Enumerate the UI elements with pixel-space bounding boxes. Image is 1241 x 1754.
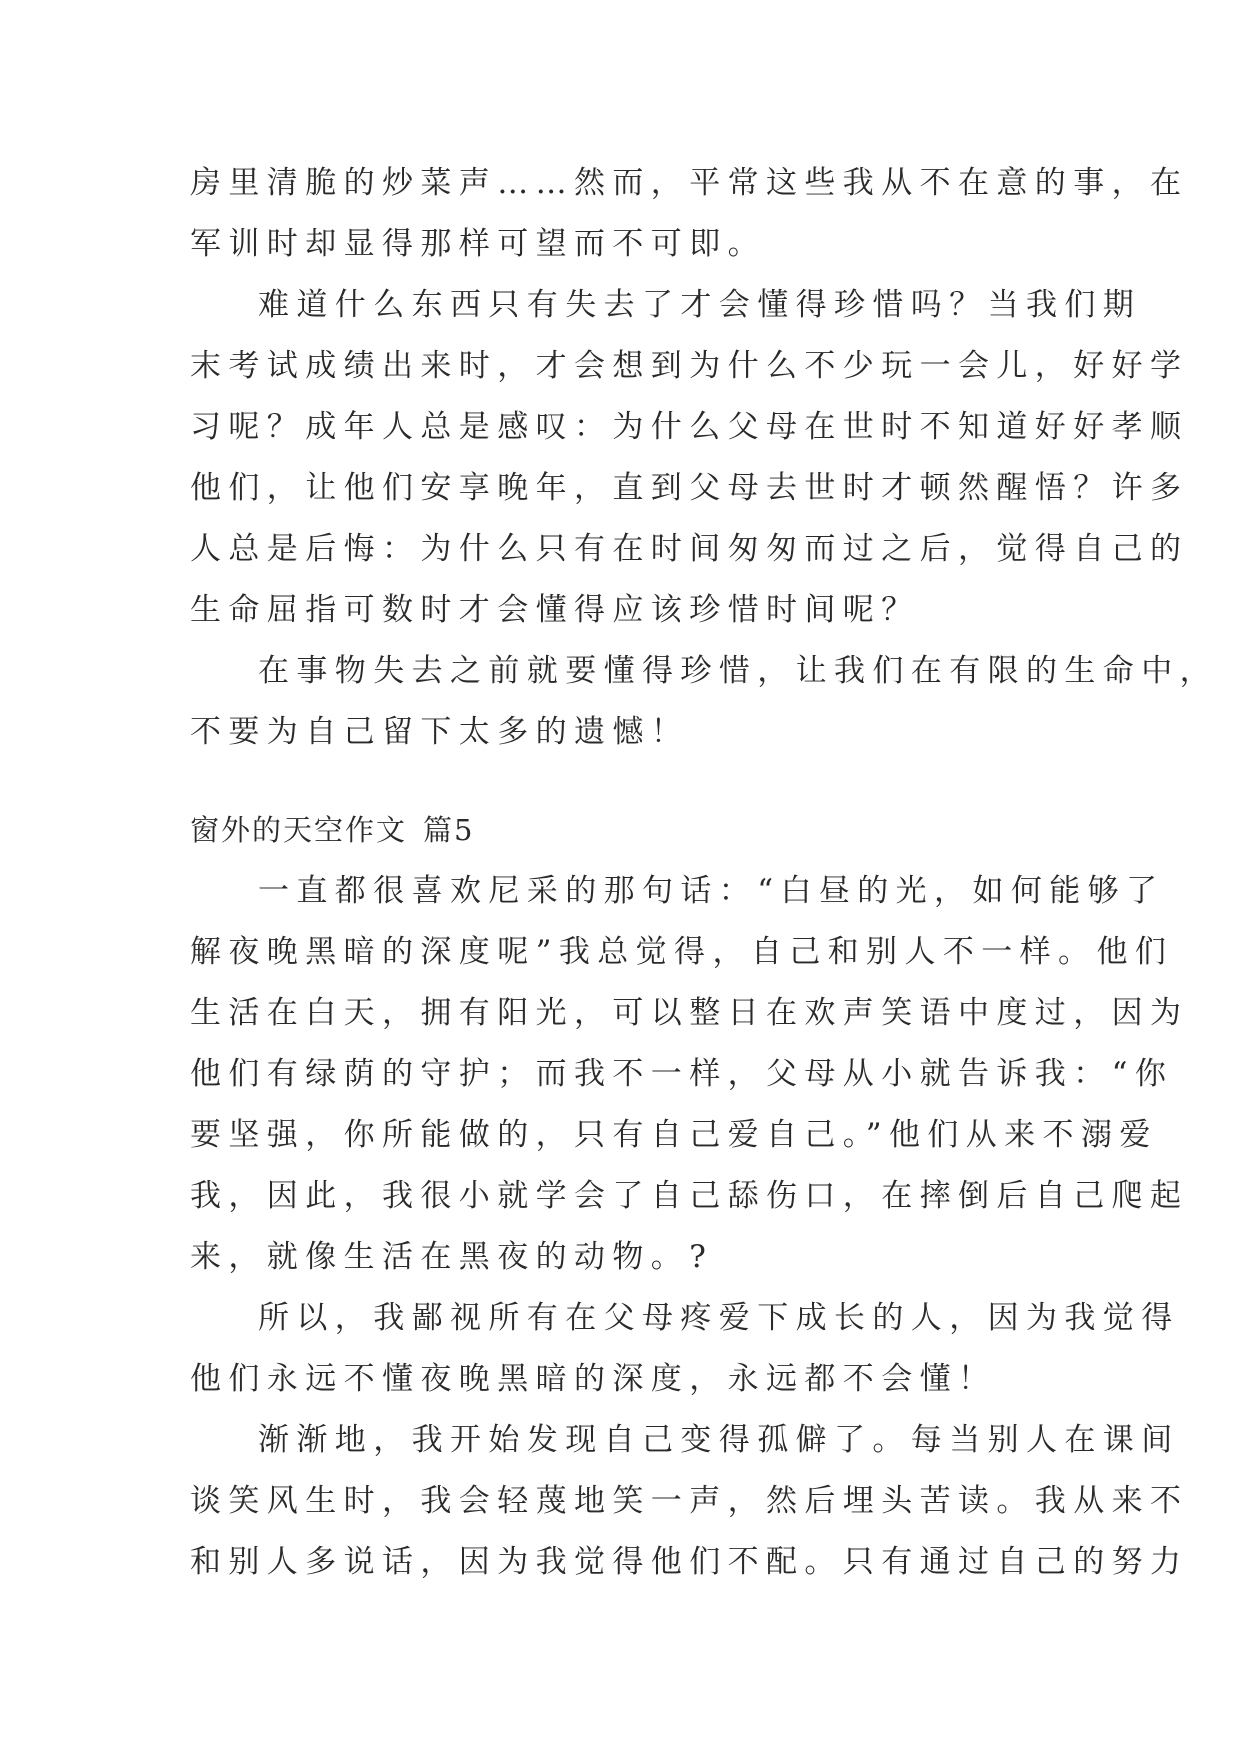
text-line: 解夜晚黑暗的深度呢”我总觉得，自己和别人不一样。他们	[190, 934, 1174, 970]
text-line: 一直都很喜欢尼采的那句话：“白昼的光，如何能够了	[258, 873, 1165, 909]
paragraph-3	[190, 641, 1218, 763]
text-line: 不要为自己留下太多的遗憾！	[190, 714, 690, 750]
text-line: 在事物失去之前就要懂得珍惜，让我们在有限的生命中，	[258, 653, 1218, 689]
text-line: 他们，让他们安享晚年，直到父母去世时才顿然醒悟？许多	[190, 470, 1189, 506]
text-line: 房里清脆的炒菜声……然而，平常这些我从不在意的事，在	[190, 165, 1189, 201]
paragraph-4	[190, 861, 1189, 1288]
text-line: 生活在白天，拥有阳光，可以整日在欢声笑语中度过，因为	[190, 995, 1189, 1031]
text-line: 人总是后悔：为什么只有在时间匆匆而过之后，觉得自己的	[190, 531, 1189, 567]
paragraph-1	[190, 153, 1189, 275]
text-line: 要坚强，你所能做的，只有自己爱自己。”他们从来不溺爱	[190, 1117, 1158, 1153]
paragraph-6	[190, 1410, 1189, 1593]
text-line: 末考试成绩出来时，才会想到为什么不少玩一会儿，好好学	[190, 348, 1189, 384]
text-line: 来，就像生活在黑夜的动物。?	[190, 1239, 714, 1275]
text-line: 难道什么东西只有失去了才会懂得珍惜吗？当我们期	[258, 287, 1142, 323]
text-line: 他们有绿荫的守护；而我不一样，父母从小就告诉我：“你	[190, 1056, 1174, 1092]
text-line: 生命屈指可数时才会懂得应该珍惜时间呢？	[190, 592, 920, 628]
heading-number: 篇5	[423, 813, 475, 847]
text-line: 他们永远不懂夜晚黑暗的深度，永远都不会懂！	[190, 1361, 997, 1397]
text-line: 渐渐地，我开始发现自己变得孤僻了。每当别人在课间	[258, 1422, 1180, 1458]
section-heading	[190, 800, 474, 861]
text-line: 我，因此，我很小就学会了自己舔伤口，在摔倒后自己爬起	[190, 1178, 1189, 1214]
text-line: 习呢？成年人总是感叹：为什么父母在世时不知道好好孝顺	[190, 409, 1189, 445]
heading-title: 窗外的天空作文	[190, 813, 408, 847]
paragraph-5	[190, 1288, 1180, 1410]
paragraph-2	[190, 275, 1189, 641]
text-line: 谈笑风生时，我会轻蔑地笑一声，然后埋头苦读。我从来不	[190, 1483, 1189, 1519]
text-line: 所以，我鄙视所有在父母疼爱下成长的人，因为我觉得	[258, 1300, 1180, 1336]
text-line: 军训时却显得那样可望而不可即。	[190, 226, 766, 262]
text-line: 和别人多说话，因为我觉得他们不配。只有通过自己的努力	[190, 1544, 1189, 1580]
